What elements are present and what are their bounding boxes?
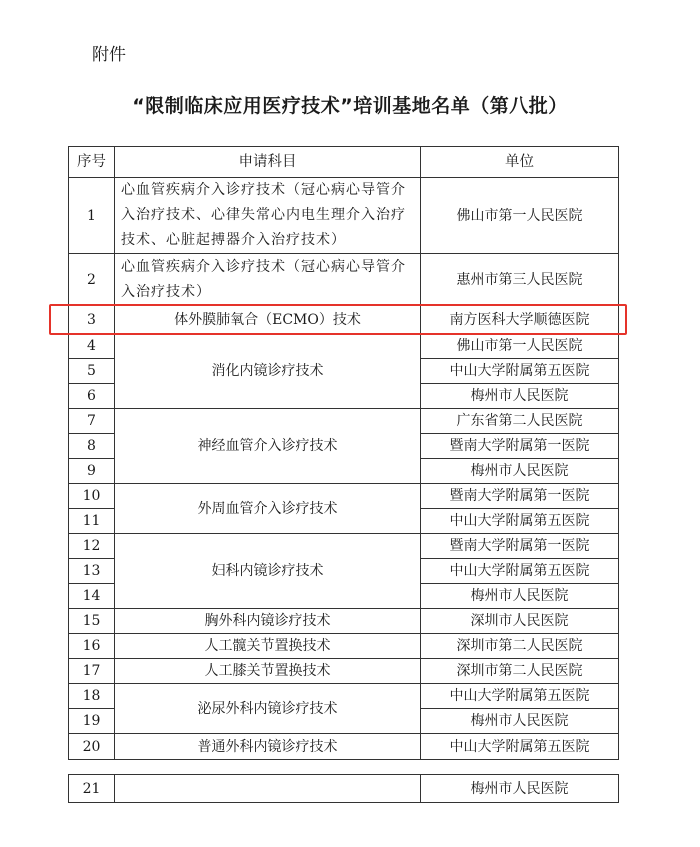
- unit-cell: 佛山市第一人民医院: [421, 178, 619, 254]
- highlight-box: [49, 304, 627, 335]
- row-number: 20: [69, 734, 115, 760]
- table-row: [69, 609, 619, 634]
- row-number: 1: [69, 178, 115, 254]
- row-number: 3: [69, 306, 115, 334]
- row-number: 8: [69, 434, 115, 459]
- table-row: [69, 684, 619, 709]
- subject-cell: 心血管疾病介入诊疗技术（冠心病心导管介入治疗技术、心律失常心内电生理介入治疗技术、心脏起搏器介入治疗技术）: [115, 178, 421, 254]
- row-number: 14: [69, 584, 115, 609]
- unit-cell: 南方医科大学顺德医院: [421, 306, 619, 334]
- row-number: 10: [69, 484, 115, 509]
- unit-cell: 梅州市人民医院: [421, 384, 619, 409]
- table-row: [69, 534, 619, 559]
- unit-cell: 深圳市第二人民医院: [421, 634, 619, 659]
- unit-cell: 暨南大学附属第一医院: [421, 434, 619, 459]
- unit-cell: 惠州市第三人民医院: [421, 254, 619, 306]
- unit-cell: 中山大学附属第五医院: [421, 509, 619, 534]
- unit-cell: 梅州市人民医院: [421, 775, 619, 803]
- header-unit: 单位: [421, 147, 619, 178]
- table-row: [69, 484, 619, 509]
- attachment-label: 附件: [92, 45, 126, 65]
- training-base-table-continued: [68, 774, 619, 803]
- subject-cell: 人工膝关节置换技术: [115, 659, 421, 684]
- unit-cell: 梅州市人民医院: [421, 709, 619, 734]
- row-number: 5: [69, 359, 115, 384]
- row-number: 9: [69, 459, 115, 484]
- subject-cell: 体外膜肺氧合（ECMO）技术: [115, 306, 421, 334]
- unit-cell: 中山大学附属第五医院: [421, 559, 619, 584]
- training-base-table: [68, 146, 619, 760]
- row-number: 4: [69, 334, 115, 359]
- unit-cell: 深圳市第二人民医院: [421, 659, 619, 684]
- row-number: 2: [69, 254, 115, 306]
- subject-cell: 妇科内镜诊疗技术: [115, 534, 421, 609]
- unit-cell: 中山大学附属第五医院: [421, 684, 619, 709]
- subject-cell: [115, 775, 421, 803]
- unit-cell: 暨南大学附属第一医院: [421, 484, 619, 509]
- row-number: 16: [69, 634, 115, 659]
- subject-cell: 心血管疾病介入诊疗技术（冠心病心导管介入治疗技术）: [115, 254, 421, 306]
- row-number: 13: [69, 559, 115, 584]
- row-number: 19: [69, 709, 115, 734]
- row-number: 12: [69, 534, 115, 559]
- header-no: 序号: [69, 147, 115, 178]
- table-header-row: [69, 147, 619, 178]
- table-row: [69, 734, 619, 760]
- table-row: [69, 775, 619, 803]
- table-row: [69, 634, 619, 659]
- row-number: 7: [69, 409, 115, 434]
- row-number: 15: [69, 609, 115, 634]
- table-row: [69, 254, 619, 306]
- row-number: 6: [69, 384, 115, 409]
- subject-cell: 外周血管介入诊疗技术: [115, 484, 421, 534]
- subject-cell: 胸外科内镜诊疗技术: [115, 609, 421, 634]
- unit-cell: 佛山市第一人民医院: [421, 334, 619, 359]
- unit-cell: 梅州市人民医院: [421, 584, 619, 609]
- subject-cell: 消化内镜诊疗技术: [115, 334, 421, 409]
- header-subject: 申请科目: [115, 147, 421, 178]
- row-number: 11: [69, 509, 115, 534]
- unit-cell: 梅州市人民医院: [421, 459, 619, 484]
- table-row: [69, 409, 619, 434]
- row-number: 18: [69, 684, 115, 709]
- subject-cell: 神经血管介入诊疗技术: [115, 409, 421, 484]
- subject-cell: 人工髋关节置换技术: [115, 634, 421, 659]
- unit-cell: 中山大学附属第五医院: [421, 359, 619, 384]
- unit-cell: 广东省第二人民医院: [421, 409, 619, 434]
- row-number: 21: [69, 775, 115, 803]
- row-number: 17: [69, 659, 115, 684]
- unit-cell: 暨南大学附属第一医院: [421, 534, 619, 559]
- table-row: [69, 659, 619, 684]
- unit-cell: 中山大学附属第五医院: [421, 734, 619, 760]
- table-row: [69, 178, 619, 254]
- unit-cell: 深圳市人民医院: [421, 609, 619, 634]
- subject-cell: 普通外科内镜诊疗技术: [115, 734, 421, 760]
- table-row: [69, 334, 619, 359]
- document-title: “限制临床应用医疗技术”培训基地名单（第八批）: [132, 95, 568, 117]
- subject-cell: 泌尿外科内镜诊疗技术: [115, 684, 421, 734]
